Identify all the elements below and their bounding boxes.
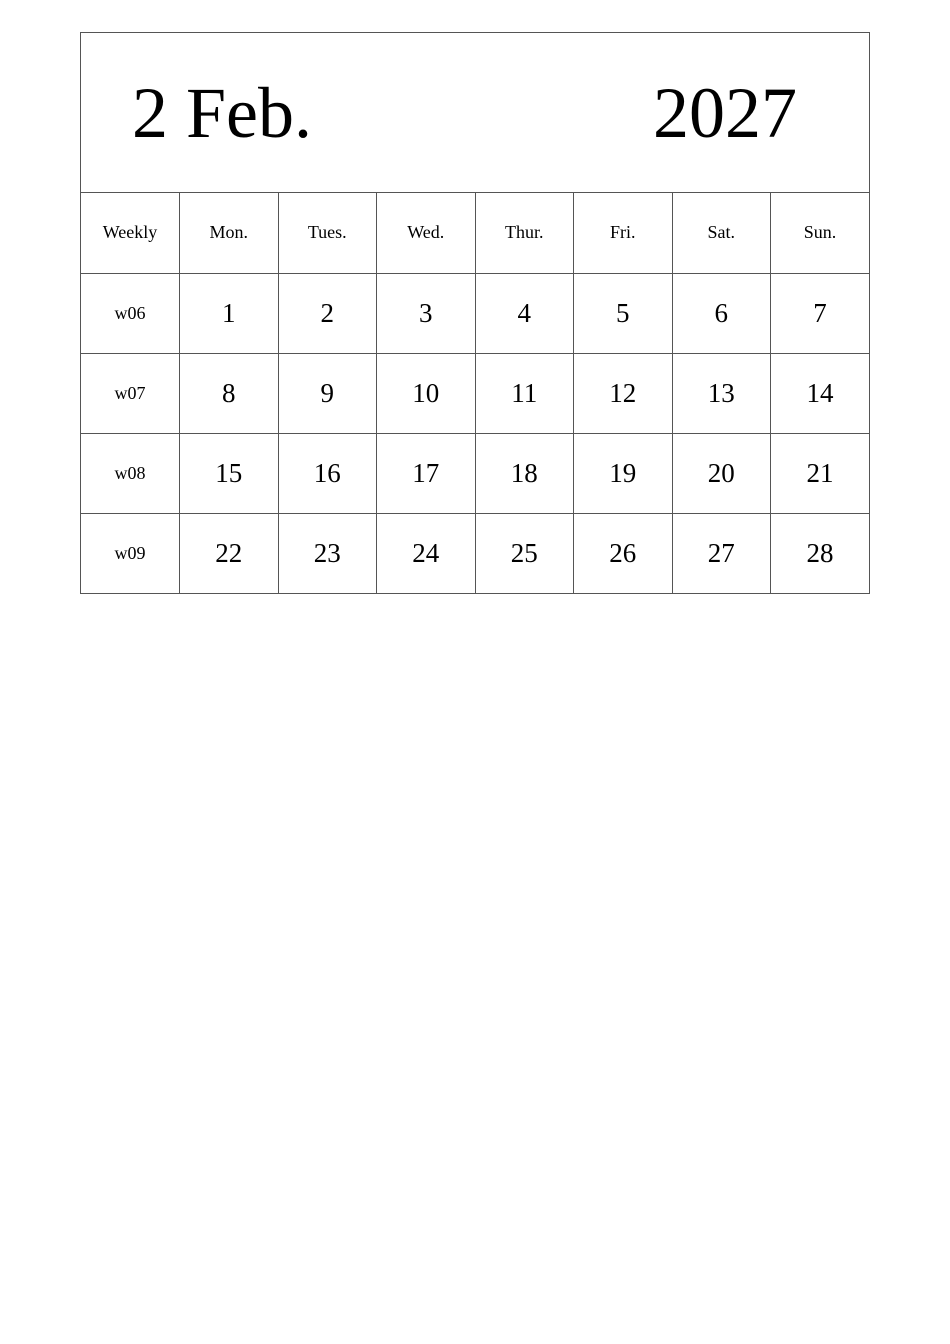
- week-number: w07: [81, 353, 180, 433]
- week-number: w06: [81, 273, 180, 353]
- day-cell: 28: [806, 537, 834, 568]
- day-cell: 23: [278, 513, 377, 593]
- day-cell: 3: [377, 273, 476, 353]
- header-thu: Thur.: [475, 193, 574, 273]
- day-cell: 16: [278, 433, 377, 513]
- day-cell: 26: [574, 513, 673, 593]
- day-cell: 18: [475, 433, 574, 513]
- header-tue: Tues.: [278, 193, 377, 273]
- calendar: [80, 32, 870, 594]
- day-cell: 19: [574, 433, 673, 513]
- header-weekly: Weekly: [81, 193, 180, 273]
- day-cell: 5: [574, 273, 673, 353]
- calendar-title: [81, 33, 869, 193]
- day-cell: 17: [377, 433, 476, 513]
- day-cell: 8: [180, 353, 279, 433]
- week-row: [81, 353, 869, 433]
- week-row: [81, 513, 869, 593]
- header-mon: Mon.: [180, 193, 279, 273]
- day-cell: 15: [180, 433, 279, 513]
- day-cell: 7: [771, 273, 870, 353]
- header-row: [81, 193, 869, 273]
- day-cell: 22: [180, 513, 279, 593]
- header-sun: Sun.: [771, 193, 870, 273]
- day-cell: 10: [377, 353, 476, 433]
- day-cell: 27: [672, 513, 771, 593]
- header-fri: Fri.: [574, 193, 673, 273]
- day-cell: 11: [475, 353, 574, 433]
- day-cell: 14: [771, 353, 870, 433]
- day-cell: 25: [475, 513, 574, 593]
- day-cell: 20: [672, 433, 771, 513]
- day-cell: 21: [771, 433, 870, 513]
- week-row: [81, 273, 869, 353]
- week-number: w08: [81, 433, 180, 513]
- week-number: w09: [81, 513, 180, 593]
- header-wed: Wed.: [377, 193, 476, 273]
- day-cell: 13: [672, 353, 771, 433]
- day-cell: 1: [180, 273, 279, 353]
- day-cell: 6: [672, 273, 771, 353]
- header-sat: Sat.: [672, 193, 771, 273]
- day-cell: 24: [377, 513, 476, 593]
- year-label: 2027: [653, 73, 797, 153]
- day-cell: 2: [278, 273, 377, 353]
- month-label: 2 Feb.: [132, 73, 312, 153]
- day-cell: 12: [574, 353, 673, 433]
- calendar-grid: [81, 193, 869, 593]
- week-row: [81, 433, 869, 513]
- day-cell: 9: [278, 353, 377, 433]
- day-cell: 4: [475, 273, 574, 353]
